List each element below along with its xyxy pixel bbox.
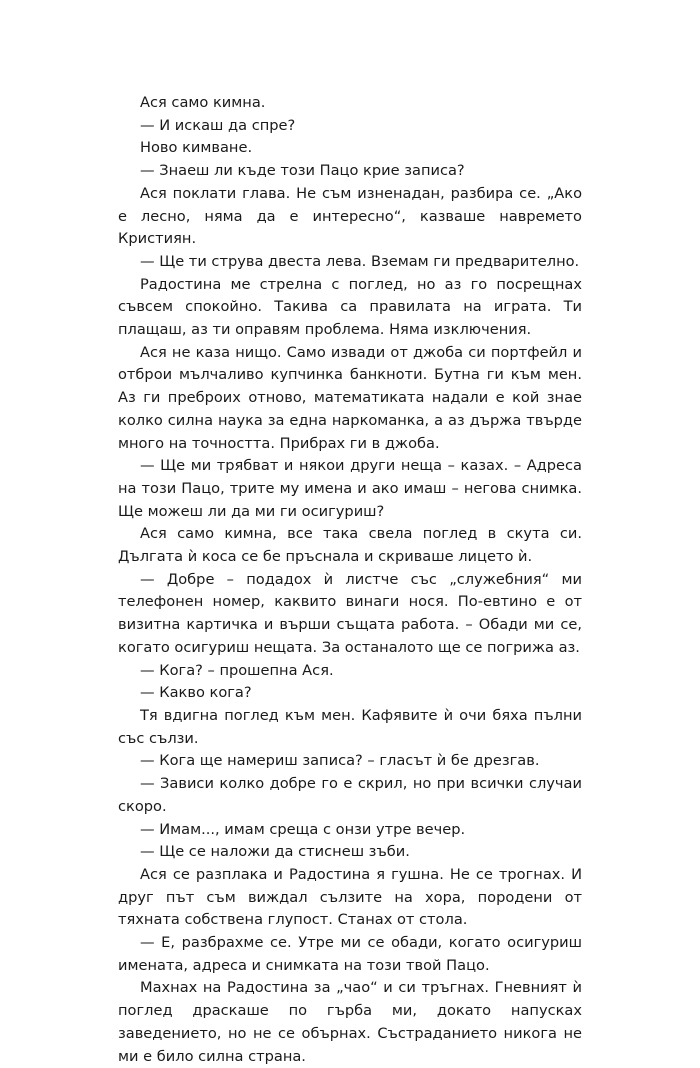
paragraph-20: — Е, разбрахме се. Утре ми се обади, когато осигуриш имената, адреса и снимката на този твой Пацо. — [118, 934, 582, 974]
paragraph-14: Тя вдигна поглед към мен. Кафявите ѝ очи бяха пълни със сълзи. — [118, 706, 582, 747]
paragraph-7: Радостина ме стрелна с поглед, но аз го посрещнах съвсем спокойно. Такива са правилата на играта. Ти плащаш, аз ти оправям проблема. Няма изключения. — [118, 275, 582, 339]
paragraph-2: — И искаш да спре? — [140, 116, 296, 134]
paragraph-21: Махнах на Радостина за „чао“ и си тръгнах. Гневният ѝ поглед драскаше по гърба ми, докато напусках заведението, но не се обърнах. Състраданието никога не ми е било силна страна. — [118, 979, 582, 1065]
paragraph-11: — Добре – подадох ѝ листче със „служебния“ ми телефонен номер, каквито винаги нося. По-евтино е от визитна картичка и върши същата работа. – Обади ми се, когато осигуриш нещата. За останалото ще се погрижа аз. — [118, 570, 582, 656]
paragraph-18: — Ще се наложи да стиснеш зъби. — [140, 843, 410, 861]
paragraph-10: Ася само кимна, все така свела поглед в скута си. Дългата ѝ коса се бе пръснала и скриваше лицето ѝ. — [118, 525, 582, 566]
paragraph-1: Ася само кимна. — [140, 94, 266, 111]
paragraph-6: — Ще ти струва двеста лева. Вземам ги предварително. — [140, 252, 580, 270]
paragraph-8: Ася не каза нищо. Само извади от джоба си портфейл и отброи мълчаливо купчинка банкноти. Бутна ги към мен. Аз ги преброих отново, математиката надали е кой знае колко силна наука за една наркоманка, а аз държа твърде много на точността. Прибрах ги в джоба. — [118, 343, 582, 452]
paragraph-19: Ася се разплака и Радостина я гушна. Не се трогнах. И друг път съм виждал сълзите на хора, породени от тяхната собствена глупост. Станах от стола. — [118, 865, 582, 929]
paragraph-3: Ново кимване. — [140, 139, 253, 157]
paragraph-16: — Зависи колко добре го е скрил, но при всички случаи скоро. — [118, 775, 582, 815]
paragraph-13: — Какво кога? — [140, 684, 252, 702]
page-text — [118, 92, 582, 1068]
paragraph-4: — Знаеш ли къде този Пацо крие записа? — [140, 162, 465, 180]
paragraph-15: — Кога ще намериш записа? – гласът ѝ бе дрезгав. — [140, 752, 540, 770]
paragraph-17: — Имам..., имам среща с онзи утре вечер. — [140, 820, 466, 838]
paragraph-12: — Кога? – прошепна Ася. — [140, 661, 334, 679]
paragraph-5: Ася поклати глава. Не съм изненадан, разбира се. „Ако е лесно, няма да е интересно“, казваше навремето Кристиян. — [118, 184, 582, 248]
paragraph-9: — Ще ми трябват и някои други неща – казах. – Адреса на този Пацо, трите му имена и ако имаш – негова снимка. Ще можеш ли да ми ги осигуриш? — [118, 457, 582, 520]
